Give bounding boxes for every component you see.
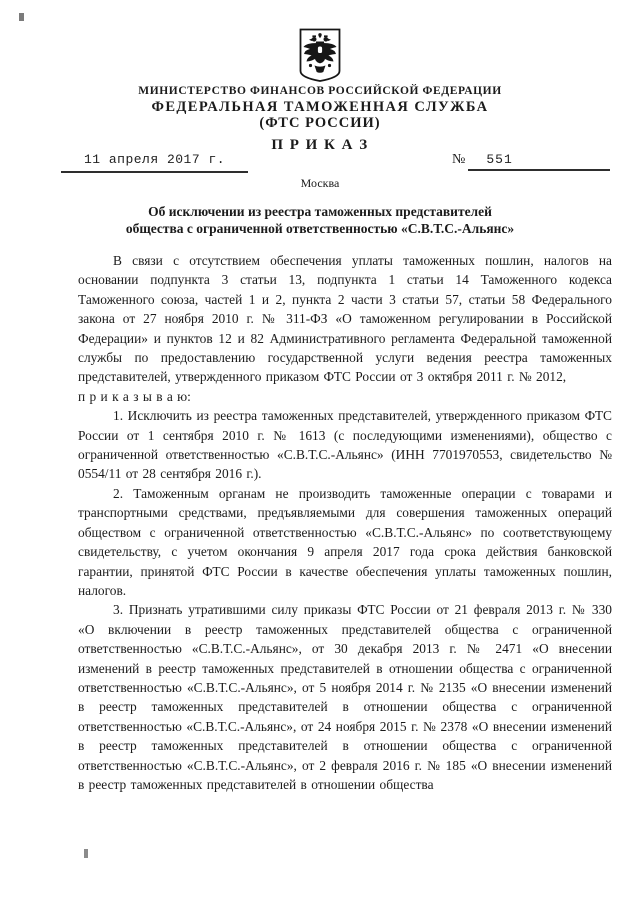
number-sign: № bbox=[452, 152, 466, 167]
ministry-name: МИНИСТЕРСТВО ФИНАНСОВ РОССИЙСКОЙ ФЕДЕРАЦИИ bbox=[138, 85, 502, 97]
document-number-field bbox=[452, 152, 610, 171]
agency-abbreviation: (ФТС РОССИИ) bbox=[259, 115, 381, 131]
issue-city: Москва bbox=[300, 176, 340, 190]
paragraph-item-3: 3. Признать утратившими силу приказы ФТС России от 21 февраля 2013 г. № 330 «О включении в реестр таможенных представителей общества с ограниченной ответственностью «С.В.Т.С.-Альянс», от 30 декабря 2013 г. № 2471 «О внесении изменений в реестр таможенных представителей в отношении общества с ограниченной ответственностью «С.В.Т.С.-Альянс», от 5 ноября 2014 г. № 2135 «О внесении изменений в реестр таможенных представителей в отношении общества с ограниченной ответственностью «С.В.Т.С.-Альянс», от 24 ноября 2015 г. № 2378 «О внесении изменений в реестр таможенных представителей в отношении общества с ограниченной ответственностью «С.В.Т.С.-Альянс», от 2 февраля 2016 г. № 185 «О внесении изменений в реестр таможенных представителей в отношении общества bbox=[78, 602, 612, 792]
document-date: 11 апреля 2017 г. bbox=[61, 152, 248, 173]
paragraph-item-2: 2. Таможенным органам не производить таможенные операции с товарами и транспортными средствами, предъявляемыми для совершения таможенных операций обществом с ограниченной ответственностью «С.В.Т.С.-Альянс» по соответствующему свидетельству, с учетом окончания 9 апреля 2017 года срока действия банковской гарантии, принятой ФТС России в качестве обеспечения уплаты таможенных пошлин, налогов. bbox=[78, 485, 612, 598]
coat-of-arms-emblem bbox=[298, 27, 342, 89]
scan-artifact bbox=[84, 849, 88, 858]
document-title-line2: общества с ограниченной ответственностью «С.В.Т.С.-Альянс» bbox=[125, 220, 515, 236]
document-body bbox=[78, 251, 612, 794]
paragraph-item-1: 1. Исключить из реестра таможенных представителей, утвержденного приказом ФТС России от 1 сентября 2010 г. № 1613 (с последующими изменениями), общество с ограниченной ответственностью «С.В.Т.С.-Альянс» (ИНН 7701970553, свидетельство № 0554/11 от 28 сентября 2016 г.). bbox=[78, 408, 612, 482]
document-type-heading: П Р И К А З bbox=[271, 137, 369, 153]
document-title-line1: Об исключении из реестра таможенных представителей bbox=[148, 204, 492, 219]
document-title bbox=[40, 204, 600, 237]
document-number: 551 bbox=[468, 152, 610, 171]
paragraph-preamble: В связи с отсутствием обеспечения уплаты таможенных пошлин, налогов на основании подпункта 3 статьи 13, подпункта 1 статьи 14 Таможенного кодекса Таможенного союза, частей 1 и 2, пункта 2 части 3 статьи 57, статьи 58 Федерального закона от 27 ноября 2010 г. № 311-ФЗ «О таможенном регулировании в Российской Федерации» и пунктов 12 и 82 Административного регламента Федеральной таможенной службы по предоставлению государственной услуги ведения реестра таможенных представителей, утвержденного приказом ФТС России от 3 октября 2011 г. № 2012, bbox=[78, 253, 612, 385]
decree-word: п р и к а з ы в а ю: bbox=[78, 388, 191, 404]
agency-name: ФЕДЕРАЛЬНАЯ ТАМОЖЕННАЯ СЛУЖБА bbox=[151, 99, 489, 115]
scan-artifact bbox=[19, 13, 24, 21]
